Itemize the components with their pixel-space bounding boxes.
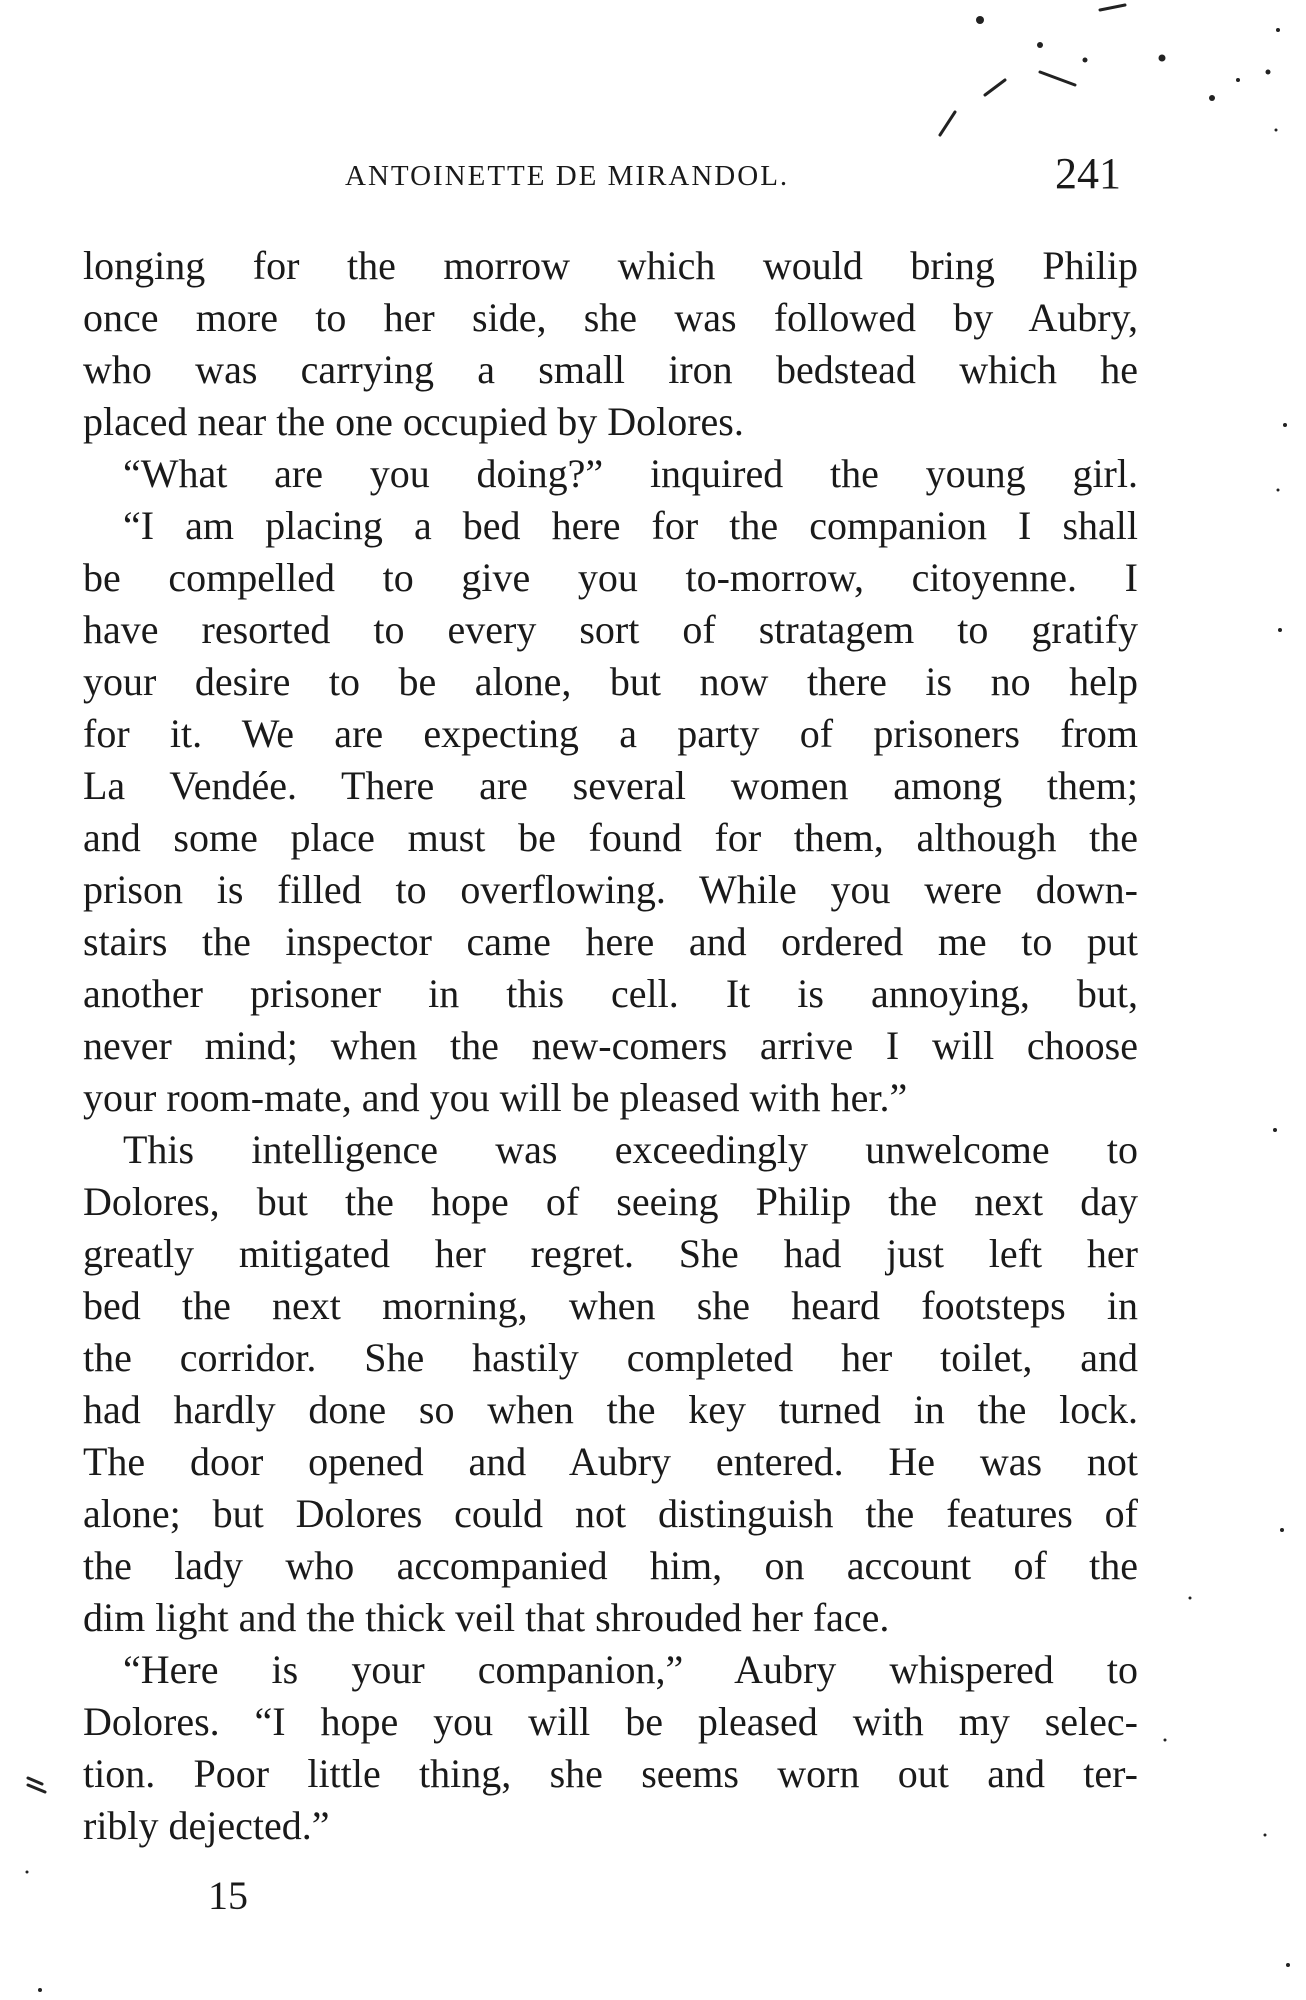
text-line: once more to her side, she was followed by Aubry, (83, 295, 1138, 340)
running-head (0, 148, 1306, 198)
text-line: bed the next morning, when she heard footsteps in (83, 1283, 1138, 1328)
text-line: This intelligence was exceedingly unwelcome to (123, 1127, 1138, 1172)
text-line: greatly mitigated her regret. She had just left her (83, 1231, 1138, 1276)
text-line: be compelled to give you to-morrow, citoyenne. I (83, 555, 1138, 600)
text-line: prison is filled to overflowing. While you were down- (83, 867, 1138, 912)
text-line: another prisoner in this cell. It is annoying, but, (83, 971, 1138, 1016)
text-line: longing for the morrow which would bring Philip (83, 243, 1138, 288)
running-title: ANTOINETTE DE MIRANDOL. (345, 160, 790, 192)
text-line: and some place must be found for them, although the (83, 815, 1138, 860)
text-line: “What are you doing?” inquired the young girl. (123, 451, 1138, 496)
text-line: placed near the one occupied by Dolores. (83, 399, 744, 444)
text-line: La Vendée. There are several women among them; (83, 763, 1138, 808)
text-line: “Here is your companion,” Aubry whispered to (123, 1647, 1138, 1692)
text-line: alone; but Dolores could not distinguish the features of (83, 1491, 1138, 1536)
text-line: your room-mate, and you will be pleased with her.” (83, 1075, 908, 1120)
page-number: 241 (1055, 149, 1121, 198)
text-line: for it. We are expecting a party of prisoners from (83, 711, 1138, 756)
text-line: have resorted to every sort of stratagem to gratify (83, 607, 1138, 652)
text-line: Dolores, but the hope of seeing Philip the next day (83, 1179, 1138, 1224)
text-line: dim light and the thick veil that shrouded her face. (83, 1595, 890, 1640)
text-line: the corridor. She hastily completed her toilet, and (83, 1335, 1138, 1380)
text-line: never mind; when the new-comers arrive I will choose (83, 1023, 1138, 1068)
text-line: tion. Poor little thing, she seems worn out and ter- (83, 1751, 1138, 1796)
text-line: The door opened and Aubry entered. He was not (83, 1439, 1138, 1484)
text-line: Dolores. “I hope you will be pleased with my selec- (83, 1699, 1138, 1744)
body-text (83, 240, 1138, 1852)
text-line: your desire to be alone, but now there is no help (83, 659, 1138, 704)
text-line: “I am placing a bed here for the companion I shall (123, 503, 1138, 548)
text-line: had hardly done so when the key turned in the lock. (83, 1387, 1138, 1432)
signature-mark: 15 (208, 1873, 248, 1918)
text-line: the lady who accompanied him, on account of the (83, 1543, 1138, 1588)
text-line: stairs the inspector came here and ordered me to put (83, 919, 1138, 964)
text-line: ribly dejected.” (83, 1803, 330, 1848)
text-line: who was carrying a small iron bedstead which he (83, 347, 1138, 392)
